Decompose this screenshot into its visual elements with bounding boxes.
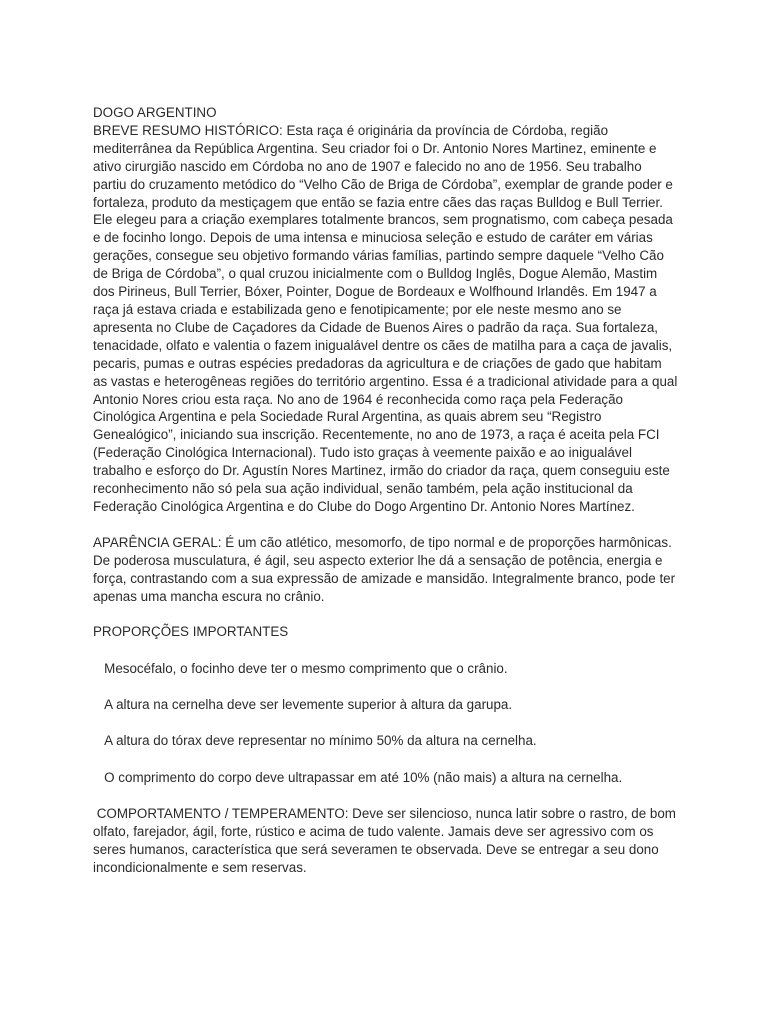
- proportion-item: O comprimento do corpo deve ultrapassar em até 10% (não mais) a altura na cernelha.: [93, 769, 623, 785]
- paragraph-spacer: [93, 750, 678, 768]
- paragraph-spacer: [93, 714, 678, 732]
- proportion-item: A altura na cernelha deve ser levemente superior à altura da garupa.: [93, 697, 513, 713]
- proportions-heading: PROPORÇÕES IMPORTANTES: [93, 624, 289, 640]
- proportion-item: A altura do tórax deve representar no mínimo 50% da altura na cernelha.: [93, 733, 537, 749]
- document-body: [93, 104, 681, 877]
- paragraph-spacer: [93, 516, 678, 534]
- document-title: DOGO ARGENTINO: [93, 105, 217, 120]
- proportion-item: Mesocéfalo, o focinho deve ter o mesmo comprimento que o crânio.: [93, 660, 508, 676]
- temperament-paragraph: COMPORTAMENTO / TEMPERAMENTO: Deve ser silencioso, nunca latir sobre o rastro, de bom olfato, farejador, ágil, forte, rústico e acima de tudo valente. Jamais deve ser agressivo com os seres humanos, característica que será severamen te observada. Deve se entregar a seu dono incondicionalmente e sem reservas.: [93, 805, 680, 875]
- paragraph-spacer: [93, 641, 678, 659]
- history-paragraph: BREVE RESUMO HISTÓRICO: Esta raça é originária da província de Córdoba, região mediterrânea da República Argentina. Seu criador foi o Dr. Antonio Nores Martinez, eminente e ativo cirurgião nascido em Córdoba no ano de 1907 e falecido no ano de 1956. Seu trabalho partiu do cruzamento metódico do “Velho Cão de Briga de Córdoba”, exemplar de grande poder e fortaleza, produto da mestiçagem que então se fazia entre cães das raças Bulldog e Bull Terrier. Ele elegeu para a criação exemplares totalmente brancos, sem prognatismo, com cabeça pesada e de focinho longo. Depois de uma intensa e minuciosa seleção e estudo de caráter em várias gerações, consegue seu objetivo formando várias famílias, partindo sempre daquele “Velho Cão de Briga de Córdoba”, o qual cruzou inicialmente com o Bulldog Inglês, Dogue Alemão, Mastim dos Pirineus, Bull Terrier, Bóxer, Pointer, Dogue de Bordeaux e Wolfhound Irlandês. Em 1947 a raça já estava criada e estabilizada geno e fenotipicamente; por ele neste mesmo ano se apresenta no Clube de Caçadores da Cidade de Buenos Aires o padrão da raça. Sua fortaleza, tenacidade, olfato e valentia o fazem inigualável dentre os cães de matilha para a caça de javalis, pecaris, pumas e outras espécies predadoras da agricultura e de criações de gado que habitam as vastas e heterogêneas regiões do território argentino. Essa é a tradicional atividade para a qual Antonio Nores criou esta raça. No ano de 1964 é reconhecida como raça pela Federação Cinológica Argentina e pela Sociedade Rural Argentina, as quais abrem seu “Registro Genealógico”, iniciando sua inscrição. Recentemente, no ano de 1973, a raça é aceita pela FCI (Federação Cinológica Internacional). Tudo isto graças à veemente paixão e ao inigualável trabalho e esforço do Dr. Agustín Nores Martinez, irmão do criador da raça, quem conseguiu este reconhecimento não só pela sua ação individual, senão também, pela ação institucional da Federação Cinológica Argentina e do Clube do Dogo Argentino Dr. Antonio Nores Martínez.: [93, 122, 681, 514]
- paragraph-spacer: [93, 678, 678, 696]
- paragraph-spacer: [93, 605, 678, 623]
- paragraph-spacer: [93, 787, 678, 805]
- appearance-paragraph: APARÊNCIA GERAL: É um cão atlético, mesomorfo, de tipo normal e de proporções harmônicas. De poderosa musculatura, é ágil, seu aspecto exterior lhe dá a sensação de potência, energia e força, contrastando com a sua expressão de amizade e mansidão. Integralmente branco, pode ter apenas uma mancha escura no crânio.: [93, 534, 679, 604]
